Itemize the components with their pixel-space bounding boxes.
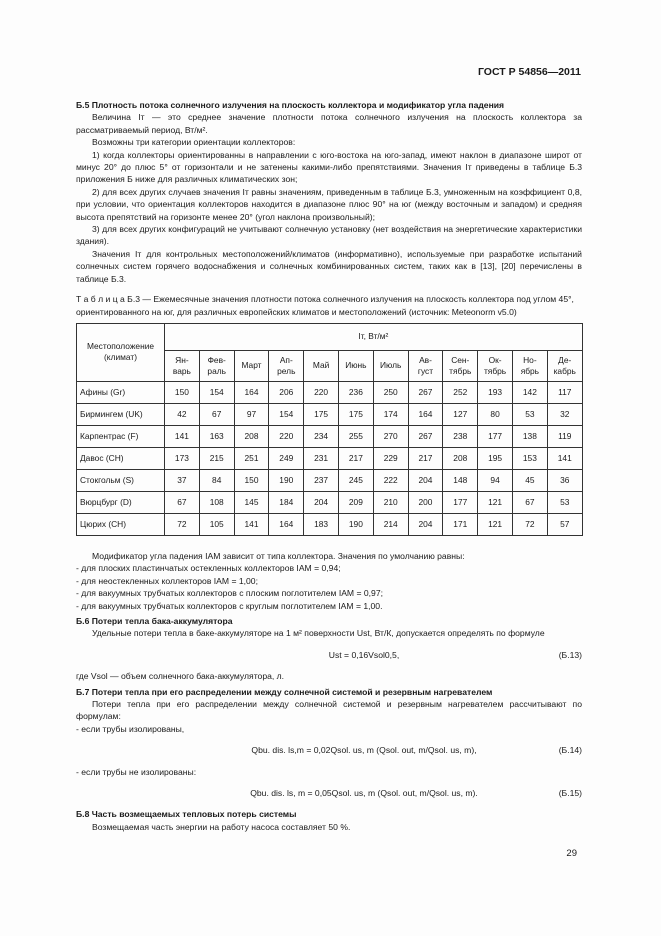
value-cell: 121 bbox=[478, 513, 513, 535]
value-cell: 84 bbox=[199, 469, 234, 491]
value-cell: 204 bbox=[408, 469, 443, 491]
value-cell: 119 bbox=[547, 425, 582, 447]
month-header: Июнь bbox=[338, 350, 373, 381]
value-cell: 57 bbox=[547, 513, 582, 535]
value-cell: 252 bbox=[443, 381, 478, 403]
table-row bbox=[77, 513, 583, 535]
value-cell: 164 bbox=[234, 381, 269, 403]
value-cell: 127 bbox=[443, 403, 478, 425]
value-cell: 145 bbox=[234, 491, 269, 513]
value-cell: 215 bbox=[199, 447, 234, 469]
value-cell: 121 bbox=[478, 491, 513, 513]
value-cell: 108 bbox=[199, 491, 234, 513]
value-cell: 250 bbox=[373, 381, 408, 403]
value-cell: 206 bbox=[269, 381, 304, 403]
value-cell: 190 bbox=[338, 513, 373, 535]
paragraph: Значения Iт для контрольных местоположений/климатов (информативно), используемые при разработке испытаний солнечных систем горячего водоснабжения и солнечных комбинированных систем, таких как в [13], [20] перечислены в таблице Б.3. bbox=[76, 248, 582, 284]
standard-code: ГОСТ Р 54856—2011 bbox=[477, 66, 581, 78]
condition: - если трубы изолированы, bbox=[76, 723, 185, 734]
value-cell: 117 bbox=[547, 381, 582, 403]
value-cell: 67 bbox=[512, 491, 547, 513]
value-cell: 217 bbox=[338, 447, 373, 469]
table-row bbox=[77, 381, 583, 403]
paragraph: 2) для всех других случаев значения Iт равны значениям, приведенным в таблице Б.3, умноженным на коэффициент 0,8, при условии, что ориентация коллекторов находится в диапазоне плюс 90° на юг (между восточным и западом) и средняя высота препятствий на горизонте менее 20° (угол наклона произвольный); bbox=[76, 186, 582, 222]
value-cell: 208 bbox=[443, 447, 478, 469]
condition: - если трубы не изолированы: bbox=[76, 766, 197, 777]
value-cell: 42 bbox=[165, 403, 200, 425]
section-b6-heading: Б.6 Потери тепла бака-аккумулятора bbox=[76, 615, 233, 626]
section-b7-heading: Б.7 Потери тепла при его распределении между солнечной системой и резервным нагревателем bbox=[76, 686, 493, 697]
value-cell: 105 bbox=[199, 513, 234, 535]
value-cell: 154 bbox=[199, 381, 234, 403]
formula-text: Qbu. dis. ls, m = 0,05Qsol. us, m (Qsol. out, m/Qsol. us, m). bbox=[250, 788, 478, 798]
value-cell: 270 bbox=[373, 425, 408, 447]
location-cell: Давос (СН) bbox=[77, 447, 165, 469]
paragraph: Возможны три категории ориентации коллекторов: bbox=[92, 137, 296, 148]
month-header: Сен- тябрь bbox=[443, 350, 478, 381]
value-cell: 237 bbox=[304, 469, 339, 491]
list-item: - для вакуумных трубчатых коллекторов с плоским поглотителем IAM = 0,97; bbox=[76, 588, 383, 599]
month-header: Фев- раль bbox=[199, 350, 234, 381]
value-cell: 141 bbox=[234, 513, 269, 535]
value-cell: 236 bbox=[338, 381, 373, 403]
value-cell: 153 bbox=[512, 447, 547, 469]
month-header: Март bbox=[234, 350, 269, 381]
value-cell: 141 bbox=[547, 447, 582, 469]
value-cell: 220 bbox=[269, 425, 304, 447]
month-header: Май bbox=[304, 350, 339, 381]
month-header: Ав- густ bbox=[408, 350, 443, 381]
value-cell: 148 bbox=[443, 469, 478, 491]
value-cell: 154 bbox=[269, 403, 304, 425]
value-cell: 195 bbox=[478, 447, 513, 469]
month-header: Ок- тябрь bbox=[478, 350, 513, 381]
location-cell: Цюрих (СН) bbox=[77, 513, 165, 535]
value-cell: 245 bbox=[338, 469, 373, 491]
value-cell: 251 bbox=[234, 447, 269, 469]
formula-number: (Б.14) bbox=[558, 745, 582, 756]
month-header: Но- ябрь bbox=[512, 350, 547, 381]
value-cell: 164 bbox=[408, 403, 443, 425]
location-header: Местоположение (климат) bbox=[77, 323, 165, 381]
table-row bbox=[77, 403, 583, 425]
value-cell: 231 bbox=[304, 447, 339, 469]
value-cell: 72 bbox=[165, 513, 200, 535]
value-cell: 184 bbox=[269, 491, 304, 513]
list-item: - для вакуумных трубчатых коллекторов с круглым поглотителем IAM = 1,00. bbox=[76, 600, 383, 611]
value-cell: 177 bbox=[443, 491, 478, 513]
paragraph: Потери тепла при его распределении между солнечной системой и резервным нагревателем рассчитывают по формулам: bbox=[76, 698, 582, 722]
value-cell: 163 bbox=[199, 425, 234, 447]
section-b5-heading: Б.5 Плотность потока солнечного излучения на плоскость коллектора и модификатор угла падения bbox=[76, 100, 505, 110]
value-cell: 174 bbox=[373, 403, 408, 425]
value-cell: 209 bbox=[338, 491, 373, 513]
iam-list bbox=[76, 562, 582, 612]
paragraph: 1) когда коллекторы ориентированны в направлении с юго-востока на юго-запад, имеют наклон в диапазоне широт от минус 20° до плюс 5° от горизонтали и не затенены какими-либо препятствиями. Значения Iт приведены в таблице Б.3 приложения Б ниже для различных климатических зон; bbox=[76, 149, 582, 185]
value-cell: 210 bbox=[373, 491, 408, 513]
month-header: Ян- варь bbox=[165, 350, 200, 381]
table-body bbox=[77, 381, 583, 535]
value-cell: 142 bbox=[512, 381, 547, 403]
value-cell: 150 bbox=[234, 469, 269, 491]
formula-b13 bbox=[76, 649, 582, 661]
value-cell: 249 bbox=[269, 447, 304, 469]
section-b8-heading: Б.8 Часть возмещаемых тепловых потерь системы bbox=[76, 809, 297, 820]
irradiance-table bbox=[76, 323, 583, 536]
list-item: - для плоских пластинчатых остекленных коллекторов IAM = 0,94; bbox=[76, 563, 341, 574]
month-header: Июль bbox=[373, 350, 408, 381]
paragraph: где Vsol — объем солнечного бака-аккумулятора, л. bbox=[76, 671, 285, 682]
value-cell: 238 bbox=[443, 425, 478, 447]
value-cell: 267 bbox=[408, 425, 443, 447]
value-cell: 222 bbox=[373, 469, 408, 491]
value-cell: 138 bbox=[512, 425, 547, 447]
value-cell: 183 bbox=[304, 513, 339, 535]
value-cell: 150 bbox=[165, 381, 200, 403]
table-row bbox=[77, 447, 583, 469]
paragraph: Модификатор угла падения IAM зависит от типа коллектора. Значения по умолчанию равны: bbox=[92, 550, 465, 561]
value-cell: 193 bbox=[478, 381, 513, 403]
formula-number: (Б.15) bbox=[558, 788, 582, 798]
value-cell: 177 bbox=[478, 425, 513, 447]
paragraph: Удельные потери тепла в баке-аккумуляторе на 1 м² поверхности Ust, Вт/К, допускается определять по формуле bbox=[92, 628, 545, 639]
list-item: - для неостекленных коллекторов IAM = 1,00; bbox=[76, 575, 258, 586]
value-cell: 72 bbox=[512, 513, 547, 535]
value-cell: 190 bbox=[269, 469, 304, 491]
paragraph: Величина Iт — это среднее значение плотности потока солнечного излучения на плоскость коллектора за рассматриваемый период, Вт/м². bbox=[76, 112, 582, 135]
value-cell: 255 bbox=[338, 425, 373, 447]
value-cell: 217 bbox=[408, 447, 443, 469]
value-cell: 37 bbox=[165, 469, 200, 491]
irradiance-group-header: Iт, Вт/м² bbox=[165, 323, 583, 350]
value-cell: 208 bbox=[234, 425, 269, 447]
value-cell: 53 bbox=[512, 403, 547, 425]
location-cell: Вюрцбург (D) bbox=[77, 491, 165, 513]
value-cell: 80 bbox=[478, 403, 513, 425]
value-cell: 204 bbox=[304, 491, 339, 513]
value-cell: 67 bbox=[199, 403, 234, 425]
value-cell: 204 bbox=[408, 513, 443, 535]
value-cell: 164 bbox=[269, 513, 304, 535]
value-cell: 200 bbox=[408, 491, 443, 513]
value-cell: 175 bbox=[338, 403, 373, 425]
location-cell: Карпентрас (F) bbox=[77, 425, 165, 447]
table-caption: Т а б л и ц а Б.3 — Ежемесячные значения плотности потока солнечного излучения на плоскость коллектора под углом 45°, ориентированного на юг, для различных европейских климатов и местоположений (источник: Meteonorm v5.0) bbox=[76, 294, 574, 317]
month-header: Де- кабрь bbox=[547, 350, 582, 381]
value-cell: 141 bbox=[165, 425, 200, 447]
table-row bbox=[77, 425, 583, 447]
value-cell: 67 bbox=[165, 491, 200, 513]
formula-b15 bbox=[76, 787, 582, 799]
value-cell: 97 bbox=[234, 403, 269, 425]
value-cell: 214 bbox=[373, 513, 408, 535]
page-number: 29 bbox=[566, 848, 577, 859]
value-cell: 234 bbox=[304, 425, 339, 447]
value-cell: 45 bbox=[512, 469, 547, 491]
table-row bbox=[77, 491, 583, 513]
value-cell: 267 bbox=[408, 381, 443, 403]
formula-text: Ust = 0,16Vsol0,5, bbox=[328, 649, 400, 660]
table-row bbox=[77, 469, 583, 491]
formula-b14 bbox=[76, 744, 582, 756]
value-cell: 171 bbox=[443, 513, 478, 535]
value-cell: 220 bbox=[304, 381, 339, 403]
value-cell: 53 bbox=[547, 491, 582, 513]
value-cell: 94 bbox=[478, 469, 513, 491]
formula-text: Qbu. dis. ls,m = 0,02Qsol. us, m (Qsol. out, m/Qsol. us, m), bbox=[251, 745, 477, 756]
paragraph: Возмещаемая часть энергии на работу насоса составляет 50 %. bbox=[92, 821, 351, 832]
page-content bbox=[76, 96, 582, 833]
value-cell: 173 bbox=[165, 447, 200, 469]
location-cell: Бирмингем (UK) bbox=[77, 403, 165, 425]
value-cell: 175 bbox=[304, 403, 339, 425]
paragraph: 3) для всех других конфигураций не учитывают солнечную установку (нет воздействия на энергетические характеристики здания). bbox=[76, 224, 582, 247]
month-header: Ап- рель bbox=[269, 350, 304, 381]
value-cell: 229 bbox=[373, 447, 408, 469]
location-cell: Афины (Gr) bbox=[77, 381, 165, 403]
value-cell: 32 bbox=[547, 403, 582, 425]
formula-number: (Б.13) bbox=[558, 649, 582, 660]
value-cell: 36 bbox=[547, 469, 582, 491]
location-cell: Стокгольм (S) bbox=[77, 469, 165, 491]
